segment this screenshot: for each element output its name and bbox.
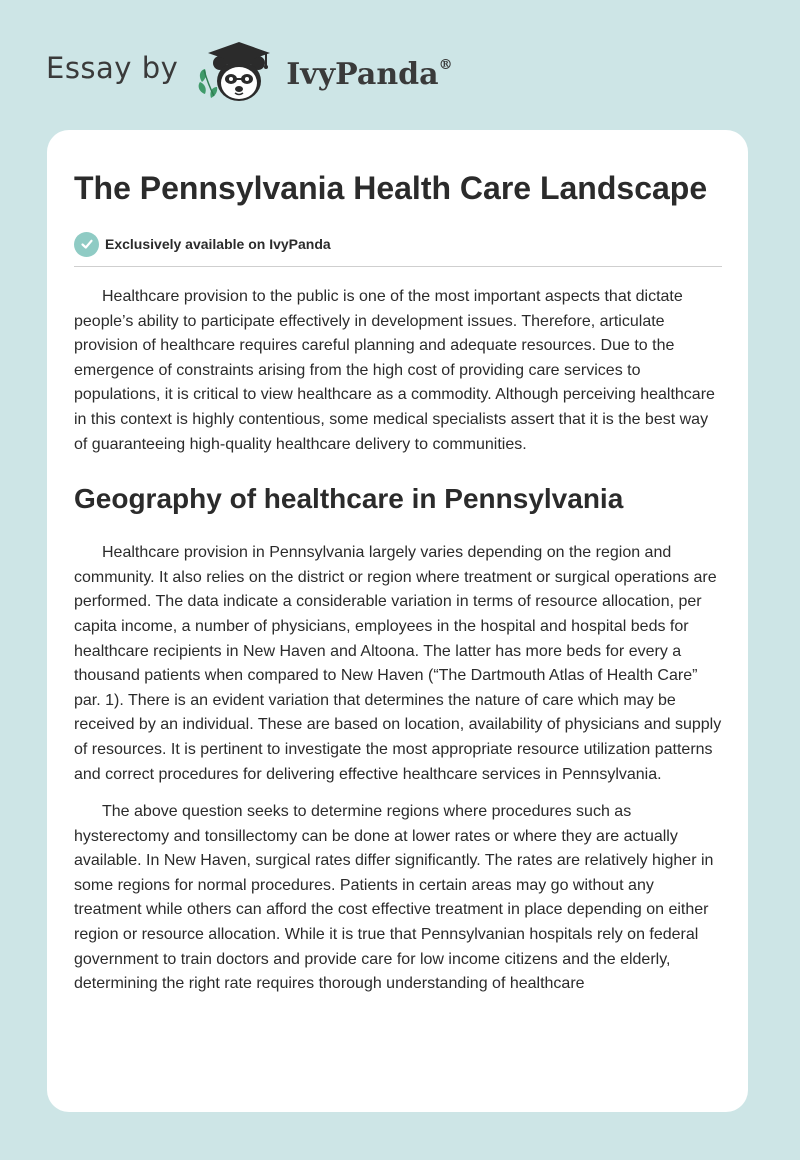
essay-by-label: Essay by — [46, 51, 179, 85]
section-heading: Geography of healthcare in Pennsylvania — [74, 483, 624, 515]
site-header — [46, 36, 453, 108]
section-paragraph-1: Healthcare provision in Pennsylvania largely varies depending on the region and community. It also relies on the district or region where treatment or surgical operations are performed. The data indicate a considerable variation in terms of resource allocation, per capita income, a number of physicians, employees in the hospital and hospital beds for healthcare recipients in New Haven and Altoona. The latter has more beds for every a thousand patients when compared to New Haven (“The Dartmouth Atlas of Health Care” par. 1). There is an evident variation that determines the nature of care which may be received by an individual. These are based on location, availability of physicians and supply of resources. It is pertinent to investigate the most appropriate resource utilization patterns and correct procedures for delivering effective healthcare services in Pennsylvania. — [74, 544, 722, 783]
trademark-symbol: ® — [438, 56, 453, 73]
exclusive-badge — [74, 231, 722, 257]
badge-label: Exclusively available on IvyPanda — [105, 236, 331, 252]
article-title: The Pennsylvania Health Care Landscape — [74, 170, 708, 206]
panda-logo-icon[interactable] — [192, 36, 280, 108]
brand-text: IvyPanda — [286, 56, 439, 92]
article-content — [74, 168, 722, 997]
brand-name — [286, 57, 452, 92]
divider — [74, 266, 722, 267]
check-icon — [74, 232, 99, 257]
article-card — [47, 130, 748, 1112]
section-paragraph-2: The above question seeks to determine regions where procedures such as hysterectomy and tonsillectomy can be done at lower rates or where they are actually available. In New Haven, surgical rates differ significantly. The rates are relatively higher in some regions for normal procedures. Patients in certain areas may go without any treatment while others can afford the cost effective treatment in place depending on either region or resource allocation. While it is true that Pennsylvanian hospitals rely on federal government to train doctors and provide care for low income citizens and the elderly, determining the right rate requires thorough understanding of healthcare — [74, 803, 714, 993]
intro-paragraph: Healthcare provision to the public is one of the most important aspects that dictate people’s ability to participate effectively in development issues. Therefore, articulate provision of healthcare requires careful planning and adequate resources. Due to the emergence of constraints arising from the high cost of providing care services to populations, it is critical to view healthcare as a commodity. Although perceiving healthcare in this context is highly contentious, some medical specialists assert that it is the best way of guaranteeing high-quality healthcare delivery to communities. — [74, 288, 715, 453]
